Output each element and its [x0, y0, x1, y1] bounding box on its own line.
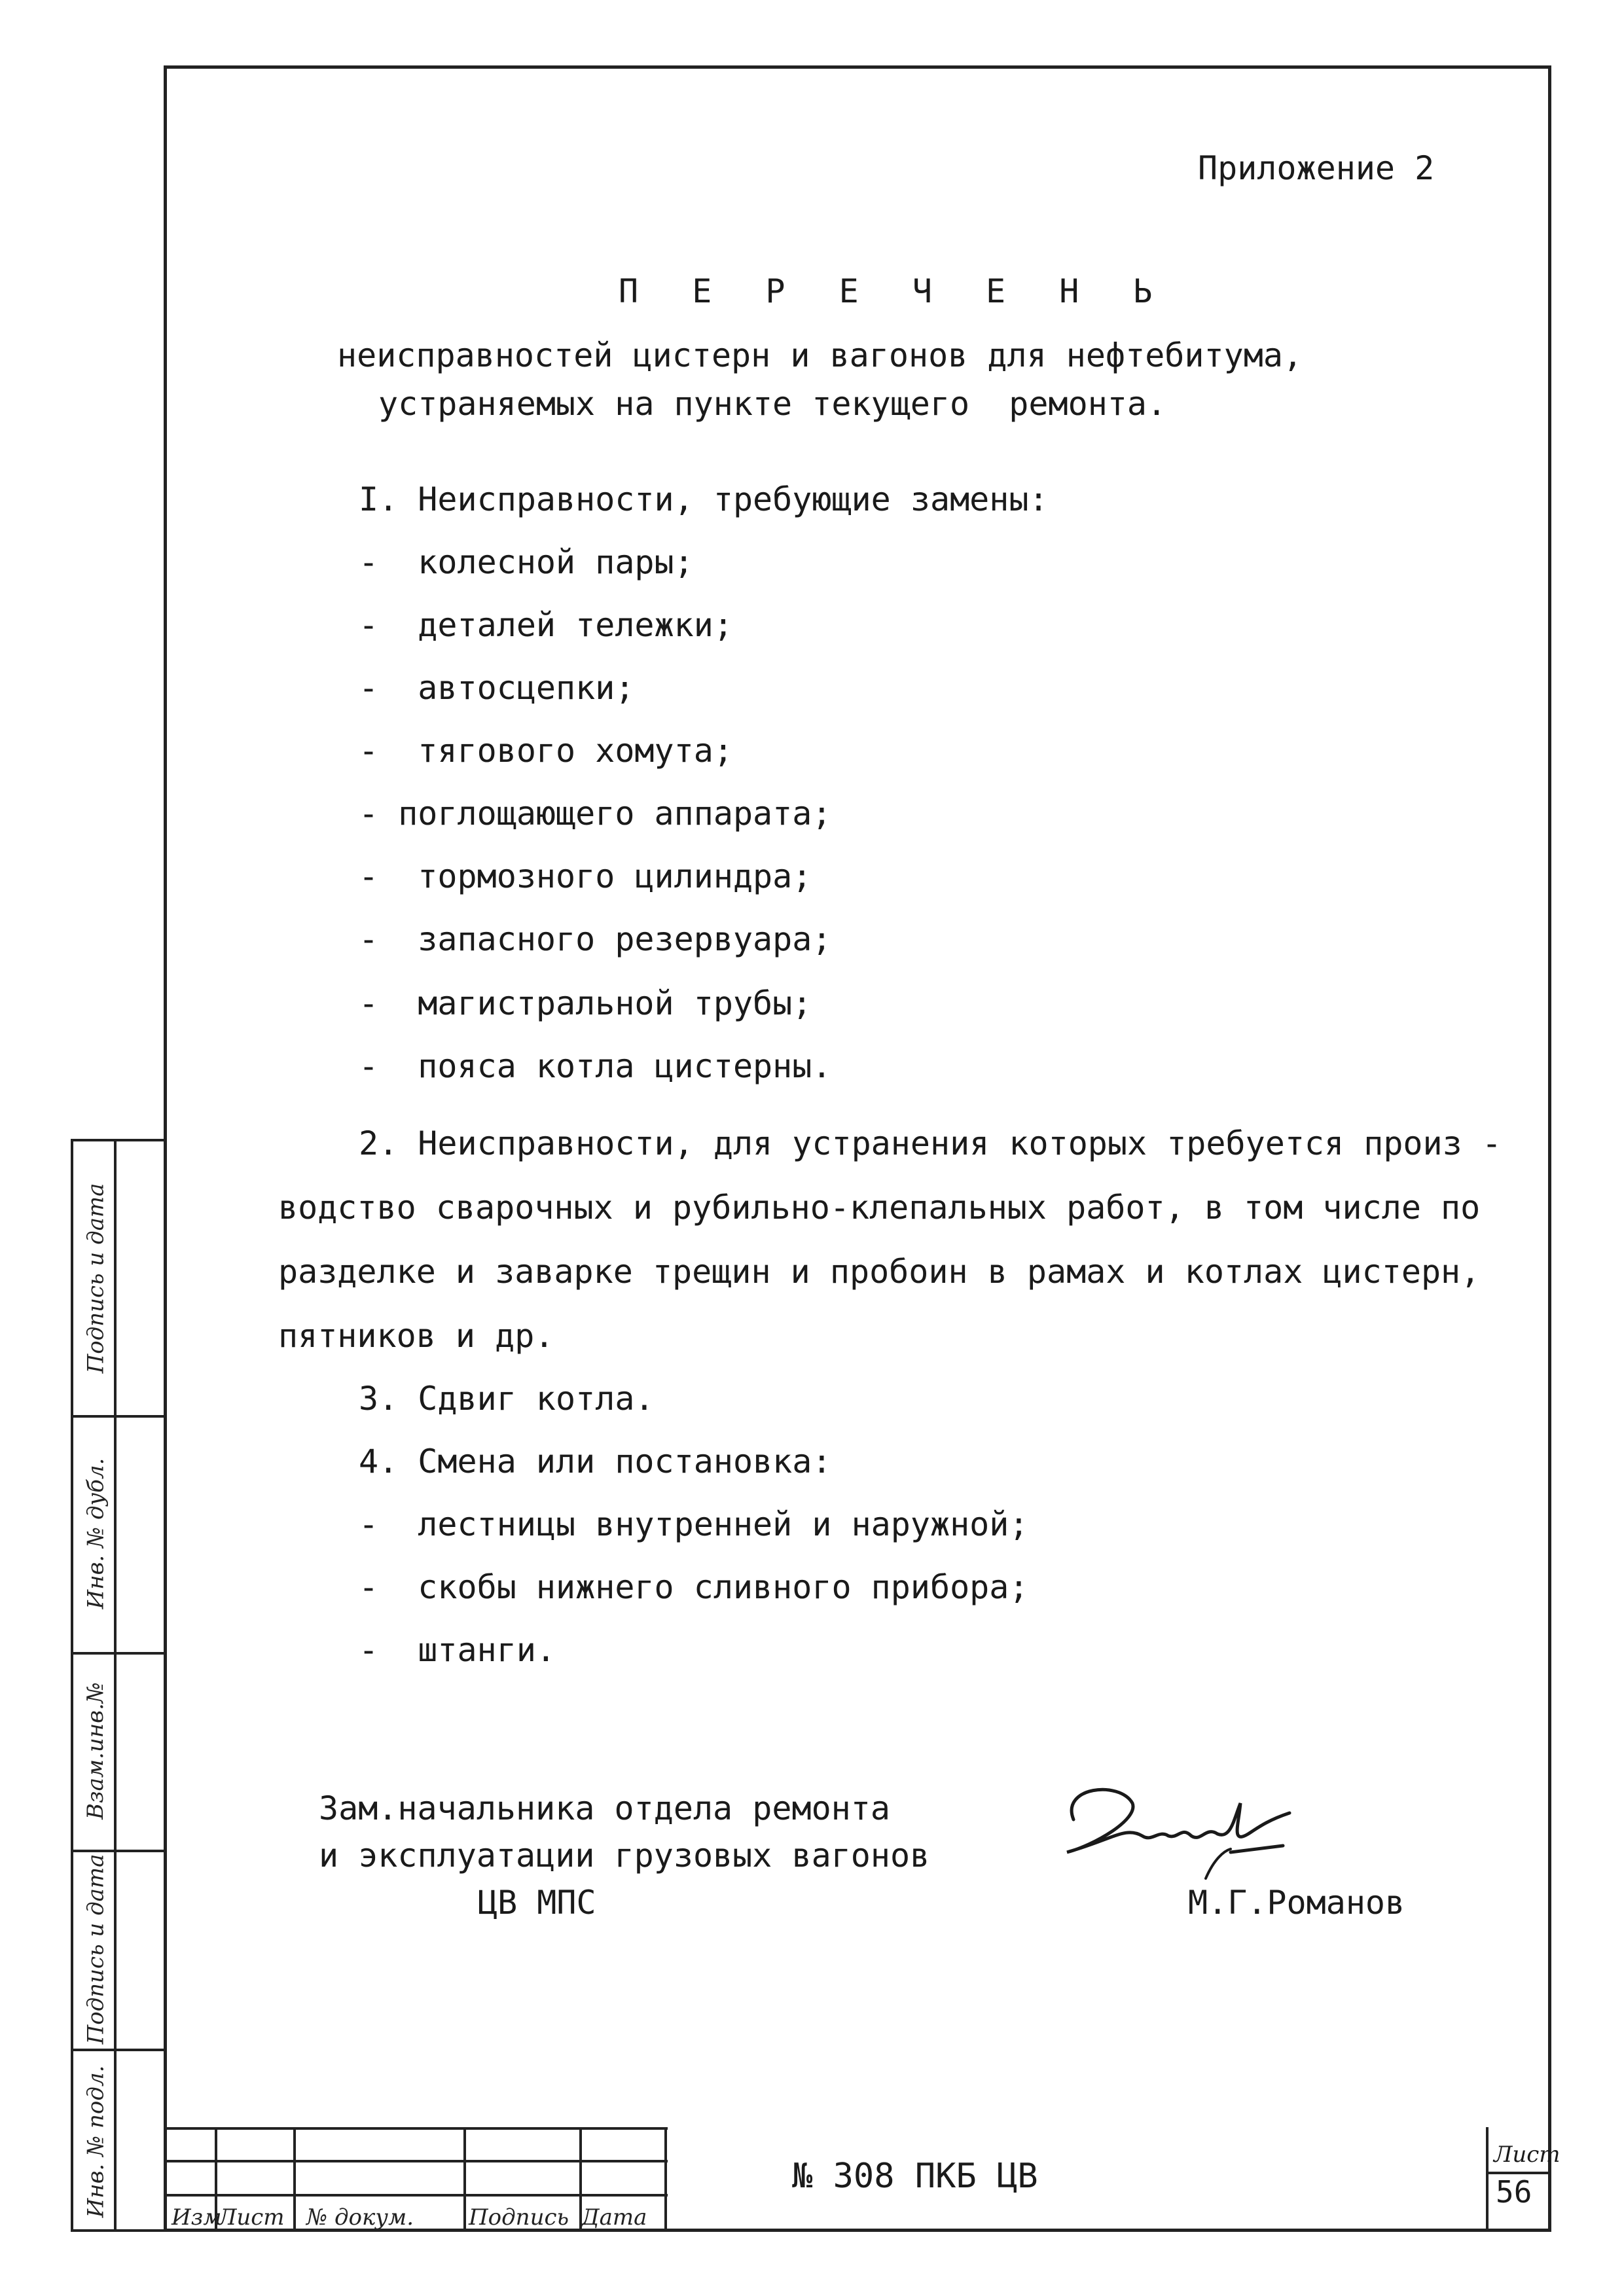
col-header-doc-number: № докум. — [306, 2204, 414, 2231]
sheet-label: Лист — [1494, 2142, 1561, 2168]
list-item: - деталей тележки; — [359, 606, 733, 644]
list-item: - пояса котла цистерны. — [359, 1047, 832, 1085]
stamp-label: Инв. № дубл. — [82, 1458, 109, 1609]
sheet-number: 56 — [1496, 2174, 1532, 2210]
title-block-line — [164, 2160, 668, 2162]
section-2-line-4: пятников и др. — [278, 1317, 554, 1355]
title-block-line — [463, 2127, 466, 2232]
section-4-heading: 4. Смена или постановка: — [359, 1443, 832, 1480]
side-stamp — [71, 1139, 164, 2232]
list-item: - штанги. — [359, 1631, 556, 1669]
title-block-line — [164, 2127, 668, 2130]
title-block-line — [1486, 2127, 1489, 2232]
list-item: - тягового хомута; — [359, 732, 733, 770]
handwritten-signature — [1034, 1774, 1316, 1905]
col-header-signature: Подпись — [469, 2204, 569, 2231]
list-item: - колесной пары; — [359, 543, 694, 581]
signatory-position-2: и эксплуатации грузовых вагонов — [319, 1837, 930, 1874]
col-header-sheet: Лист — [218, 2204, 285, 2231]
title-block-line — [164, 2194, 668, 2197]
stamp-label: Взам.инв.№ — [82, 1682, 109, 1820]
title-block-line — [293, 2127, 296, 2232]
list-item: - лестницы внутренней и наружной; — [359, 1505, 1029, 1543]
stamp-label: Подпись и дата — [82, 1183, 109, 1374]
col-header-date: Дата — [581, 2204, 647, 2231]
subtitle-line-2: устраняемых на пункте текущего ремонта. — [378, 385, 1167, 423]
section-2-line-2: водство сварочных и рубильно-клепальных работ, в том числе по — [278, 1189, 1481, 1227]
list-item: - поглощающего аппарата; — [359, 795, 832, 833]
document-number: № 308 ПКБ ЦВ — [792, 2157, 1038, 2196]
col-header-change: Изм — [171, 2204, 222, 2231]
stamp-label: Подпись и дата — [82, 1854, 109, 2045]
list-item: - скобы нижнего сливного прибора; — [359, 1568, 1029, 1606]
appendix-label: Приложение 2 — [1198, 149, 1435, 187]
signatory-position-3: ЦВ МПС — [478, 1884, 596, 1922]
stamp-label: Инв. № подл. — [82, 2065, 109, 2218]
section-2-line-3: разделке и заварке трещин и пробоин в рамах и котлах цистерн, — [278, 1253, 1481, 1291]
section-3-text: 3. Сдвиг котла. — [359, 1380, 655, 1418]
signatory-position-1: Зам.начальника отдела ремонта — [319, 1789, 890, 1827]
list-item: - тормозного цилиндра; — [359, 857, 812, 895]
section-2-line-1: 2. Неисправности, для устранения которых требуется произ - — [359, 1124, 1502, 1162]
signatory-name: М.Г.Романов — [1188, 1884, 1405, 1922]
subtitle-line-1: неисправностей цистерн и вагонов для нефтебитума, — [337, 336, 1303, 374]
title-block-line — [664, 2127, 667, 2232]
section-1-heading: I. Неисправности, требующие замены: — [359, 480, 1049, 518]
list-item: - автосцепки; — [359, 669, 635, 707]
document-title: П Е Р Е Ч Е Н Ь — [619, 272, 1170, 310]
side-stamp-divider — [114, 1141, 117, 2229]
list-item: - магистральной трубы; — [359, 984, 812, 1022]
list-item: - запасного резервуара; — [359, 920, 832, 958]
